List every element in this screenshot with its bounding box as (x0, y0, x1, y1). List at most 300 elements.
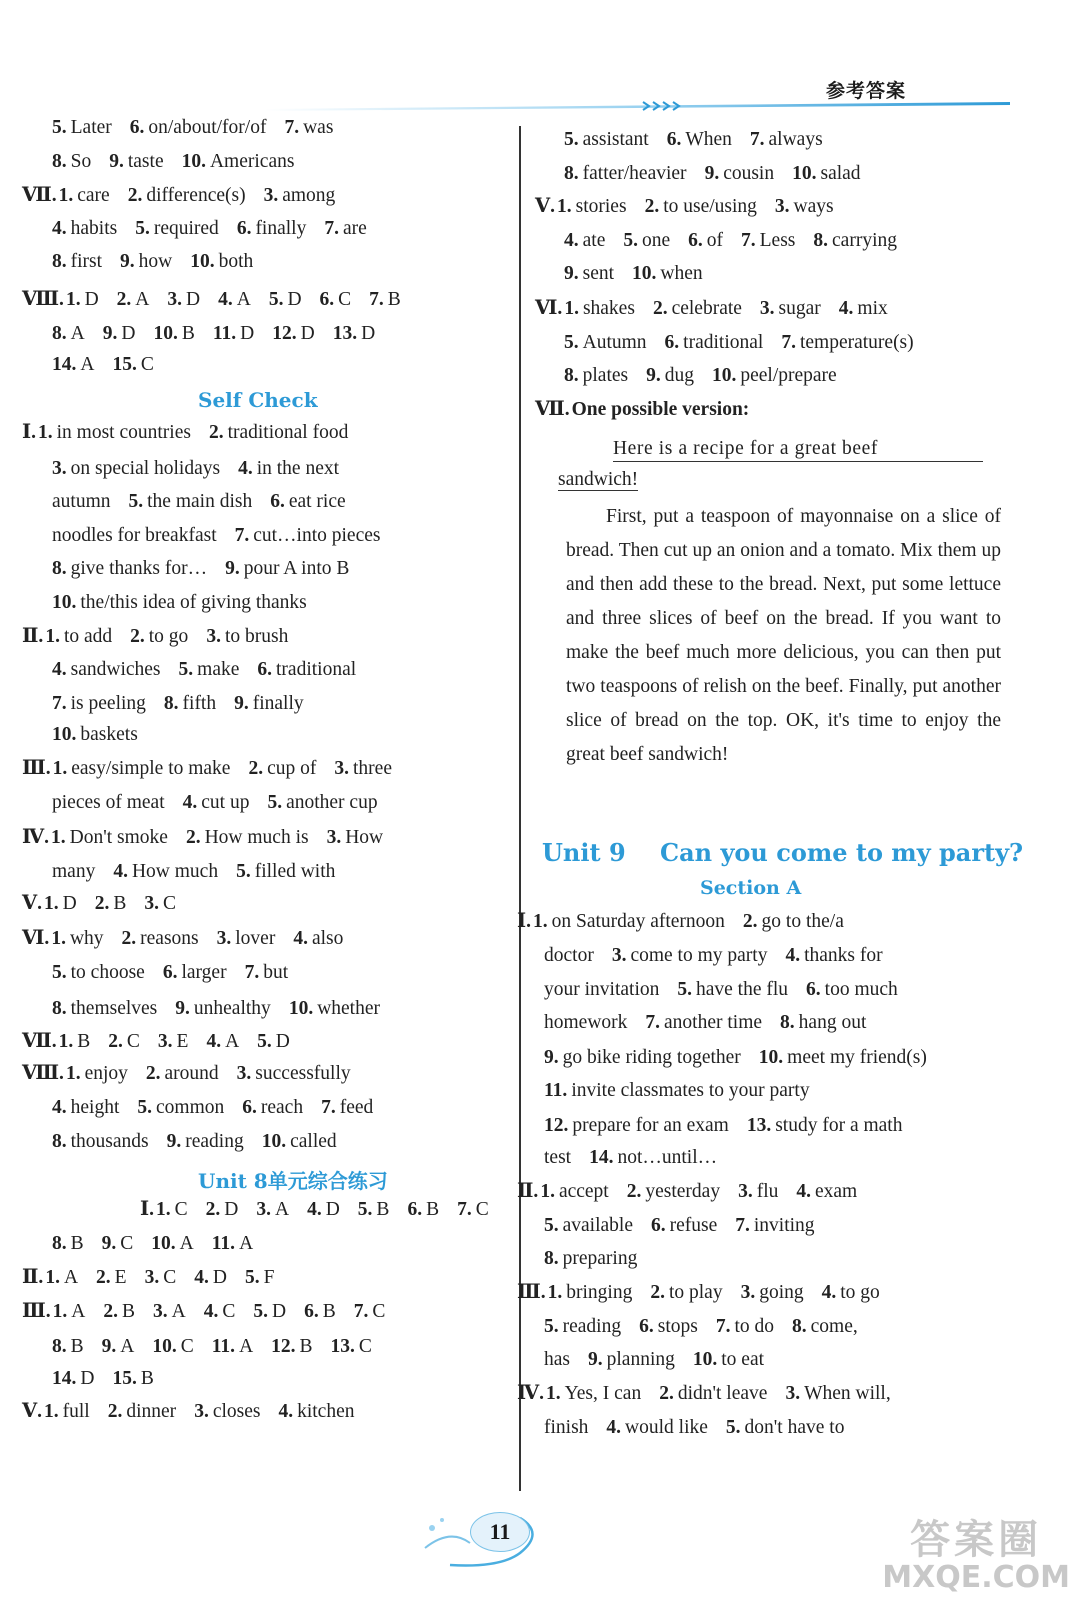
answer-item (792, 1316, 858, 1337)
item-answer: many (52, 861, 96, 882)
answer-item (331, 1336, 372, 1357)
answer-item (206, 626, 288, 647)
item-number: 5. (564, 129, 579, 150)
item-answer: Don't smoke (69, 827, 168, 848)
item-answer: to use/using (663, 196, 757, 217)
answer-item (109, 151, 163, 172)
item-number: 6. (270, 491, 285, 512)
answer-item (209, 422, 348, 443)
answer-item (262, 1131, 337, 1152)
item-answer: on special holidays (70, 458, 221, 479)
answer-item (632, 263, 703, 284)
answer-item (112, 354, 153, 375)
answer-line (544, 1214, 833, 1238)
item-number: 8. (564, 365, 579, 386)
answer-item (53, 758, 231, 779)
item-answer: themselves (70, 998, 158, 1019)
answer-item (544, 979, 659, 1000)
item-number: 9. (120, 251, 135, 272)
item-answer: plates (582, 365, 629, 386)
answer-item (759, 1047, 927, 1068)
answer-item (52, 558, 207, 579)
answer-item (257, 659, 356, 680)
item-number: 3. (759, 298, 775, 319)
item-answer: to play (668, 1282, 723, 1303)
answer-line (52, 1096, 391, 1120)
item-number: 8. (780, 1012, 795, 1033)
answer-item (234, 693, 304, 714)
item-number: 4. (203, 1301, 219, 1322)
item-answer: D (62, 893, 77, 914)
answer-item (743, 911, 844, 932)
item-number: 5. (544, 1316, 559, 1337)
answer-item (780, 1012, 866, 1033)
item-answer: both (218, 251, 254, 272)
item-number: 1. (52, 758, 68, 779)
answer-line (140, 1198, 507, 1222)
item-answer: dinner (126, 1401, 177, 1422)
item-answer: C (372, 1301, 386, 1322)
item-number: 9. (564, 263, 579, 284)
answer-line (564, 262, 721, 286)
item-answer: B (299, 1336, 313, 1357)
item-number: 1. (44, 1401, 59, 1422)
item-answer: F (263, 1267, 275, 1288)
item-number: 3. (216, 928, 232, 949)
item-number: 3. (256, 1199, 271, 1220)
item-number: 6. (304, 1301, 319, 1322)
answer-item (213, 323, 254, 344)
answer-line (52, 1367, 172, 1391)
item-answer: enjoy (84, 1063, 128, 1084)
answer-line (52, 524, 399, 548)
item-answer: traditional (683, 332, 764, 353)
item-answer: another time (664, 1012, 763, 1033)
answer-item (135, 218, 219, 239)
answer-item (242, 1097, 303, 1118)
item-number: 5. (52, 117, 67, 138)
answer-item (52, 458, 220, 479)
item-number: 5. (244, 1267, 260, 1288)
item-answer: D (224, 1199, 239, 1220)
item-answer: A (225, 1031, 240, 1052)
item-number: 9. (704, 163, 720, 184)
item-number: 2. (116, 289, 132, 310)
answer-item (257, 1031, 290, 1052)
item-number: 10. (711, 365, 737, 386)
section-numeral: Ⅶ. (535, 399, 570, 420)
item-answer: So (70, 151, 92, 172)
answer-item (564, 163, 687, 184)
item-answer: How (345, 827, 384, 848)
answer-item (52, 151, 91, 172)
item-number: 5. (267, 792, 283, 813)
answer-item (225, 558, 349, 579)
answer-item (785, 945, 882, 966)
item-answer: C (180, 1336, 194, 1357)
item-answer: larger (181, 962, 227, 983)
item-number: 6. (242, 1097, 257, 1118)
answer-item (324, 218, 366, 239)
item-number: 3. (144, 893, 159, 914)
item-number: 10. (692, 1349, 718, 1370)
item-answer: B (322, 1301, 336, 1322)
item-answer: kitchen (297, 1401, 355, 1422)
item-number: 4. (113, 861, 128, 882)
item-number: 3. (740, 1282, 756, 1303)
answer-item (122, 928, 199, 949)
item-number: 6. (129, 117, 145, 138)
item-answer: to go (840, 1282, 880, 1303)
answer-item (112, 1368, 153, 1389)
item-answer: also (311, 928, 344, 949)
answer-item (194, 1267, 227, 1288)
item-number: 1. (45, 626, 60, 647)
item-number: 9. (101, 1233, 117, 1254)
item-answer: E (114, 1267, 127, 1288)
item-number: 10. (261, 1131, 287, 1152)
answer-line (22, 1266, 292, 1290)
answer-item (775, 196, 834, 217)
item-number: 1. (51, 928, 66, 949)
item-answer: When will, (804, 1383, 891, 1404)
item-number: 3. (167, 289, 182, 310)
item-answer: D (275, 1031, 290, 1052)
answer-item (137, 1097, 224, 1118)
item-answer: traditional food (227, 422, 349, 443)
item-number: 6. (162, 962, 178, 983)
answer-item (738, 1181, 778, 1202)
answer-item (588, 1349, 675, 1370)
answer-item (103, 1301, 135, 1322)
answer-item (164, 693, 216, 714)
item-number: 7. (369, 289, 384, 310)
answer-line (517, 1382, 909, 1406)
answer-item (639, 1316, 698, 1337)
item-number: 1. (44, 893, 59, 914)
answer-item (564, 365, 628, 386)
answer-item (548, 1282, 633, 1303)
answer-item (354, 1301, 386, 1322)
item-answer: D (80, 1368, 95, 1389)
section-numeral: Ⅷ. (22, 1063, 64, 1084)
item-answer: on Saturday afternoon (551, 911, 725, 932)
answer-line (564, 128, 841, 152)
item-answer: to do (734, 1316, 775, 1337)
item-answer: A (274, 1199, 290, 1220)
section-numeral: Ⅴ. (22, 893, 43, 914)
answer-item (792, 163, 860, 184)
item-answer: homework (544, 1012, 628, 1033)
answer-item (651, 1215, 717, 1236)
item-number: 7. (52, 693, 67, 714)
item-answer: flu (756, 1181, 779, 1202)
section-numeral: Ⅳ. (517, 1383, 545, 1404)
answer-item (264, 185, 336, 206)
item-answer: A (120, 1336, 135, 1357)
answer-item (307, 1199, 340, 1220)
unit-label: Unit 9 (542, 838, 626, 867)
answer-line (52, 591, 325, 615)
answer-item (289, 998, 380, 1019)
item-answer: of (706, 230, 724, 251)
item-answer: B (140, 1368, 154, 1389)
section-numeral: Ⅵ. (22, 928, 50, 949)
item-answer: thousands (70, 1131, 149, 1152)
section-numeral: Ⅲ. (22, 758, 51, 779)
item-number: 2. (248, 758, 264, 779)
item-answer: pour A into B (243, 558, 350, 579)
section-numeral: Ⅴ. (22, 1401, 43, 1422)
item-number: 1. (51, 827, 66, 848)
item-number: 7. (735, 1215, 750, 1236)
item-answer: B (113, 893, 127, 914)
answer-line (22, 184, 353, 208)
essay-title-line-1 (613, 437, 983, 462)
item-answer: D (361, 323, 376, 344)
item-answer: prepare for an exam (572, 1115, 729, 1136)
item-number: 4. (52, 218, 67, 239)
item-number: 7. (645, 1012, 661, 1033)
item-number: 1. (546, 1383, 561, 1404)
answer-line (544, 1011, 884, 1035)
answer-item (705, 163, 775, 184)
section-numeral: Ⅳ. (22, 827, 50, 848)
section-numeral: Ⅰ. (517, 911, 531, 932)
answer-item (627, 1181, 720, 1202)
item-number: 7. (715, 1316, 731, 1337)
answer-item (120, 251, 172, 272)
item-answer: D (271, 1301, 287, 1322)
section-numeral: Ⅵ. (535, 298, 563, 319)
answer-line (52, 250, 271, 274)
answer-item (369, 289, 401, 310)
item-answer: baskets (80, 724, 138, 745)
answer-line (22, 625, 306, 649)
answer-item (544, 1248, 637, 1269)
item-number: 1. (58, 1031, 74, 1052)
answer-line (544, 1114, 920, 1138)
answer-item (256, 1199, 289, 1220)
answer-line (52, 692, 322, 716)
item-number: 14. (52, 1368, 77, 1389)
answer-line (535, 398, 767, 422)
answer-item (237, 218, 307, 239)
section-numeral: Ⅲ. (22, 1301, 51, 1322)
item-number: 2. (652, 298, 668, 319)
answer-line (544, 1348, 782, 1372)
answer-line (544, 978, 916, 1002)
essay-title-1: Here is a recipe for a great beef (613, 437, 983, 462)
item-answer: go to the/a (761, 911, 844, 932)
item-answer: would like (625, 1417, 708, 1438)
item-answer: meet my friend(s) (787, 1047, 927, 1068)
item-number: 3. (144, 1267, 160, 1288)
item-number: 1. (65, 289, 81, 310)
answer-item (785, 1383, 890, 1404)
answer-item (358, 1199, 390, 1220)
item-answer: mix (857, 298, 888, 319)
answer-item (760, 298, 821, 319)
answer-line (535, 297, 906, 321)
answer-line (52, 860, 353, 884)
item-answer: around (164, 1063, 219, 1084)
answer-line (52, 1130, 355, 1154)
item-number: 8. (52, 558, 67, 579)
item-answer: B (387, 289, 401, 310)
item-number: 1. (65, 1063, 81, 1084)
answer-item (51, 928, 103, 949)
unit-heading (542, 838, 1023, 867)
item-number: 9. (101, 1336, 117, 1357)
answer-item (117, 289, 150, 310)
item-answer: invite classmates to your party (571, 1080, 810, 1101)
answer-line (517, 910, 862, 934)
item-number: 11. (212, 323, 237, 344)
item-number: 5. (137, 1097, 152, 1118)
item-answer: D (186, 289, 201, 310)
item-answer: fifth (182, 693, 217, 714)
item-number: 5. (135, 218, 150, 239)
item-answer: A (179, 1233, 194, 1254)
item-answer: always (768, 129, 823, 150)
answer-line (544, 1046, 945, 1070)
item-answer: C (140, 354, 154, 375)
item-number: 4. (838, 298, 854, 319)
item-number: 11. (211, 1336, 236, 1357)
item-answer: common (156, 1097, 225, 1118)
item-answer: B (77, 1031, 91, 1052)
answer-item (52, 962, 145, 983)
answer-item (741, 1282, 804, 1303)
answer-line (52, 557, 367, 581)
item-number: 3. (785, 1383, 801, 1404)
answer-item (108, 1401, 176, 1422)
item-number: 12. (544, 1115, 569, 1136)
item-answer: to go (148, 626, 189, 647)
answer-item (128, 185, 246, 206)
answer-item (102, 1233, 134, 1254)
item-answer: whether (317, 998, 380, 1019)
answer-item (108, 1031, 140, 1052)
item-answer: in the next (256, 458, 340, 479)
answer-item (52, 861, 95, 882)
item-answer: B (426, 1199, 440, 1220)
item-answer: is peeling (70, 693, 146, 714)
item-answer: going (759, 1282, 804, 1303)
answer-item (179, 659, 240, 680)
item-answer: reach (260, 1097, 304, 1118)
item-number: 7. (741, 230, 756, 251)
item-answer: thanks for (804, 945, 883, 966)
item-number: 2. (108, 1031, 123, 1052)
header-decoration (265, 100, 1010, 112)
item-answer: Yes, I can (564, 1383, 642, 1404)
answer-item (544, 1012, 627, 1033)
item-answer: fatter/heavier (582, 163, 687, 184)
answer-item (253, 1301, 286, 1322)
item-number: 6. (666, 129, 682, 150)
item-answer: go bike riding together (562, 1047, 741, 1068)
item-answer: easy/simple to make (71, 758, 231, 779)
item-answer: bringing (566, 1282, 633, 1303)
answer-item (182, 151, 295, 172)
answer-item (645, 196, 757, 217)
item-answer: C (174, 1199, 188, 1220)
item-answer: give thanks for… (70, 558, 208, 579)
answer-item (533, 911, 725, 932)
section-numeral: Ⅱ. (22, 626, 44, 647)
answer-item (293, 928, 343, 949)
item-answer: reasons (140, 928, 199, 949)
section-numeral: Ⅴ. (535, 196, 556, 217)
item-answer: difference(s) (146, 185, 246, 206)
item-number: 4. (796, 1181, 811, 1202)
answer-item (52, 592, 307, 613)
item-number: 10. (153, 323, 178, 344)
item-answer: but (263, 962, 289, 983)
section-numeral: Ⅲ. (517, 1282, 546, 1303)
item-number: 11. (211, 1233, 236, 1254)
item-answer: cut up (201, 792, 250, 813)
item-number: 9. (102, 323, 118, 344)
item-number: 2. (121, 928, 137, 949)
answer-item (163, 962, 227, 983)
item-number: 14. (589, 1147, 614, 1168)
answer-item (781, 332, 913, 353)
item-answer: habits (70, 218, 118, 239)
item-number: 2. (650, 1282, 665, 1303)
item-number: 10. (632, 263, 657, 284)
item-number: 5. (52, 962, 67, 983)
item-number: 4. (606, 1417, 622, 1438)
answer-item (52, 1368, 94, 1389)
answer-line (544, 1416, 862, 1440)
answer-item (44, 1401, 90, 1422)
answer-item (52, 1233, 84, 1254)
item-number: 3. (206, 626, 221, 647)
answer-item (206, 1199, 239, 1220)
essay-title-line-2 (558, 468, 638, 492)
item-number: 4. (278, 1401, 294, 1422)
item-number: 3. (157, 1031, 173, 1052)
answer-item (52, 1131, 149, 1152)
item-answer: When (685, 129, 732, 150)
item-answer: D (325, 1199, 340, 1220)
answer-line (564, 331, 932, 355)
answer-item (51, 827, 168, 848)
item-number: 8. (544, 1248, 559, 1269)
item-answer: How much (131, 861, 219, 882)
item-answer: height (70, 1097, 120, 1118)
answer-line (52, 1335, 390, 1359)
answer-line (544, 1315, 876, 1339)
answer-item (153, 323, 194, 344)
item-number: 5. (677, 979, 692, 1000)
answer-item (333, 323, 375, 344)
answer-item (52, 525, 217, 546)
answer-item (52, 218, 117, 239)
item-answer: three (353, 758, 392, 779)
item-answer: A (239, 1233, 254, 1254)
item-number: 1. (564, 298, 579, 319)
item-answer: inviting (753, 1215, 815, 1236)
item-answer: why (69, 928, 104, 949)
answer-item (544, 1417, 588, 1438)
item-answer: how (138, 251, 173, 272)
answer-item (130, 117, 267, 138)
answer-item (606, 1417, 708, 1438)
